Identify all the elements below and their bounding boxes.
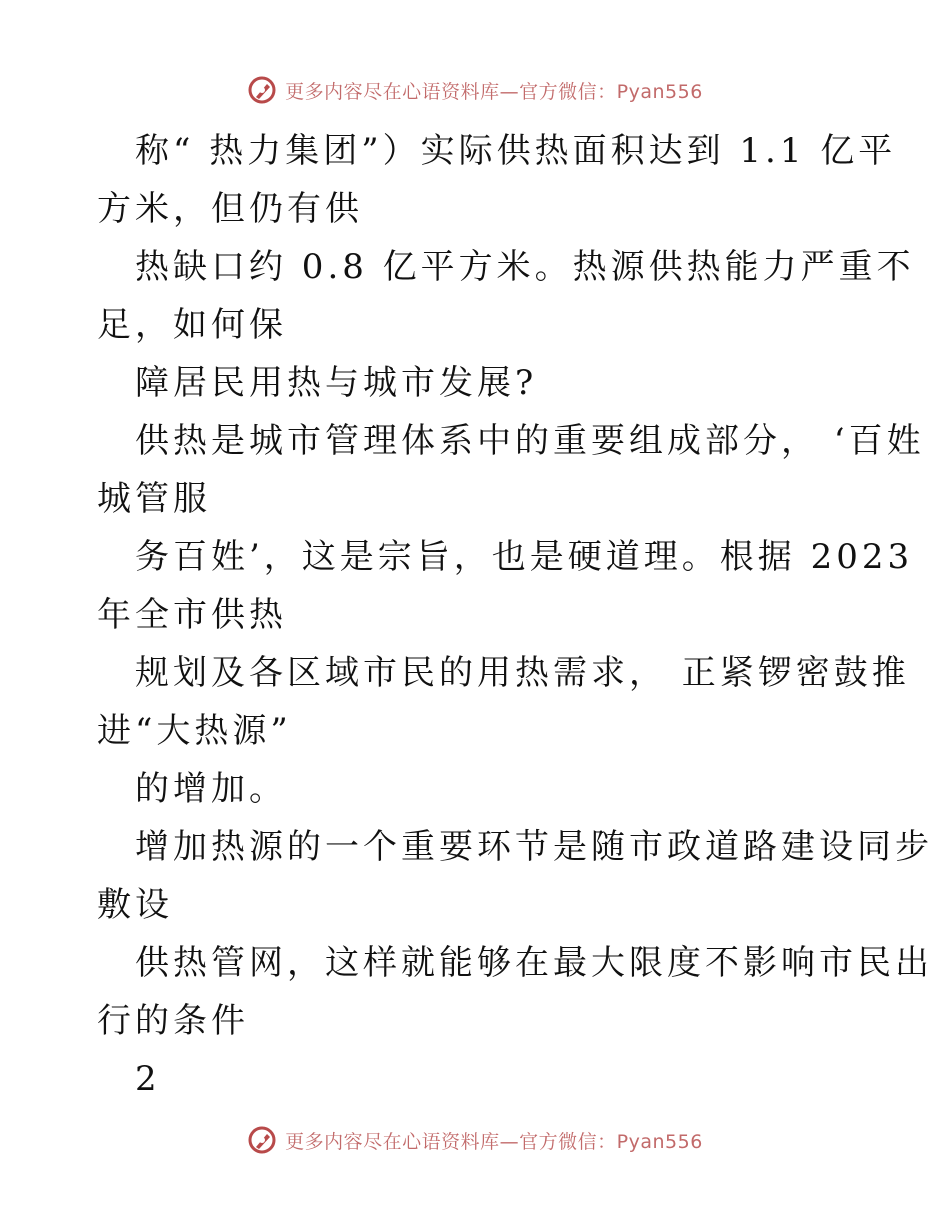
page-number: 2 bbox=[135, 1059, 161, 1099]
document-body bbox=[97, 122, 933, 1108]
text-line: 行的条件 bbox=[97, 1001, 249, 1041]
text-line: 方米，但仍有供 bbox=[97, 189, 363, 229]
text-line: 敷设 bbox=[97, 885, 173, 925]
pen-logo-icon bbox=[247, 1125, 277, 1155]
text-line: 的增加。 bbox=[135, 769, 287, 809]
watermark-text: 更多内容尽在心语资料库—官方微信：Pyan556 bbox=[285, 80, 703, 103]
text-line: 增加热源的一个重要环节是随市政道路建设同步 bbox=[135, 827, 933, 867]
text-line: 年全市供热 bbox=[97, 595, 287, 635]
text-line: 供热管网，这样就能够在最大限度不影响市民出 bbox=[135, 943, 933, 983]
header-watermark bbox=[0, 70, 950, 110]
text-line: 务百姓’，这是宗旨，也是硬道理。根据 2023 bbox=[135, 537, 914, 577]
footer-watermark bbox=[0, 1120, 950, 1160]
text-line: 称“ 热力集团”）实际供热面积达到 1.1 亿平 bbox=[135, 131, 897, 171]
text-line: 规划及各区域市民的用热需求， 正紧锣密鼓推 bbox=[135, 653, 910, 693]
pen-logo-icon bbox=[247, 75, 277, 105]
text-line: 热缺口约 0.8 亿平方米。热源供热能力严重不 bbox=[135, 247, 915, 287]
watermark-text: 更多内容尽在心语资料库—官方微信：Pyan556 bbox=[285, 1130, 703, 1153]
text-line: 供热是城市管理体系中的重要组成部分， ‘百姓 bbox=[135, 421, 925, 461]
text-line: 城管服 bbox=[97, 479, 211, 519]
text-line: 障居民用热与城市发展? bbox=[135, 363, 538, 403]
text-line: 进“大热源” bbox=[97, 711, 292, 751]
text-line: 足，如何保 bbox=[97, 305, 287, 345]
